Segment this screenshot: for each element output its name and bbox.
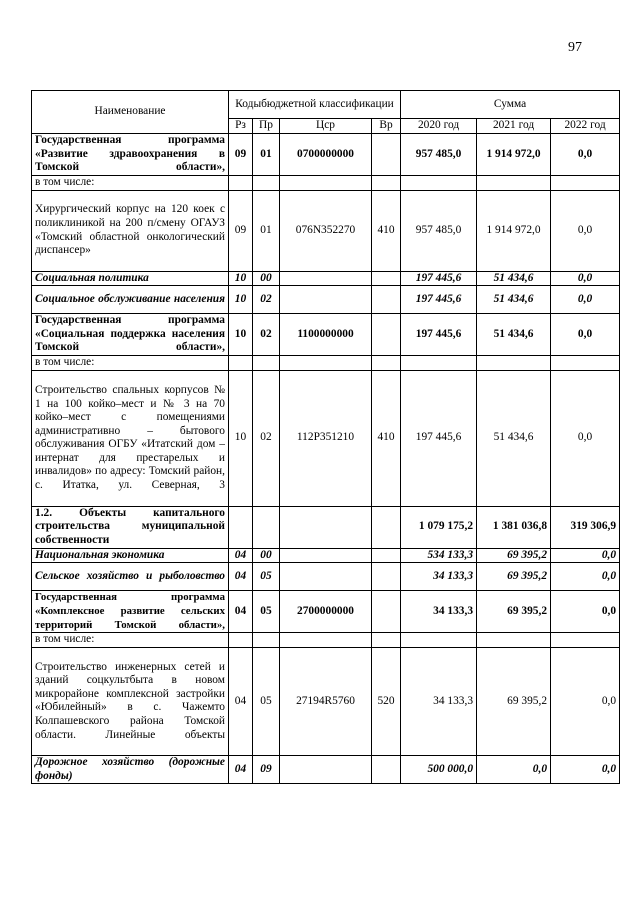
row-2021: 51 434,6 [477, 286, 551, 314]
row-2020: 34 133,3 [401, 647, 477, 755]
row-2021: 69 395,2 [477, 647, 551, 755]
row-2022: 0,0 [551, 314, 620, 356]
row-name: Социальное обслуживание населения [32, 286, 229, 314]
row-2020: 197 445,6 [401, 286, 477, 314]
row-rz: 09 [229, 190, 253, 271]
row-rz: 04 [229, 548, 253, 563]
row-rz: 04 [229, 755, 253, 783]
table-row [32, 190, 620, 271]
row-2022: 0,0 [551, 190, 620, 271]
row-name: Строительство спальных корпусов № 1 на 100 койко–мест и № 3 на 70 койко–мест с помещениями административно – бытового обслуживания ОГБУ «Итатский дом – интернат для престарелых и инвалидов» по адресу: Томский район, с. Итатка, ул. Северная, 3 [32, 370, 229, 506]
header-rz: Рз [229, 119, 253, 134]
table-row [32, 506, 620, 548]
row-2022: 0,0 [551, 134, 620, 176]
table-row [32, 356, 620, 371]
row-2020: 500 000,0 [401, 755, 477, 783]
header-2021: 2021 год [477, 119, 551, 134]
header-2022: 2022 год [551, 119, 620, 134]
row-2021: 1 381 036,8 [477, 506, 551, 548]
row-pr: 02 [253, 286, 280, 314]
row-2022: 0,0 [551, 370, 620, 506]
row-2022: 0,0 [551, 548, 620, 563]
row-rz: 04 [229, 647, 253, 755]
table-row [32, 286, 620, 314]
row-2022: 0,0 [551, 755, 620, 783]
row-2020: 197 445,6 [401, 271, 477, 286]
row-2021: 51 434,6 [477, 370, 551, 506]
row-2020: 957 485,0 [401, 190, 477, 271]
row-2020: 534 133,3 [401, 548, 477, 563]
row-pr: 05 [253, 563, 280, 591]
row-2020: 197 445,6 [401, 370, 477, 506]
table-row [32, 176, 620, 191]
header-pr: Пр [253, 119, 280, 134]
row-rz: 10 [229, 314, 253, 356]
table-row [32, 591, 620, 633]
table-row [32, 271, 620, 286]
row-2022: 0,0 [551, 591, 620, 633]
row-2020: 34 133,3 [401, 563, 477, 591]
row-2022: 0,0 [551, 271, 620, 286]
row-csr: 2700000000 [280, 591, 372, 633]
row-name: Социальная политика [32, 271, 229, 286]
header-name: Наименование [32, 91, 229, 134]
table-row [32, 755, 620, 783]
page-number: 97 [568, 40, 582, 55]
row-name: в том числе: [32, 356, 229, 371]
row-name: Государственная программа «Развитие здравоохранения в Томской области», [32, 134, 229, 176]
table-row [32, 548, 620, 563]
row-rz: 10 [229, 286, 253, 314]
row-2020: 957 485,0 [401, 134, 477, 176]
row-rz: 10 [229, 271, 253, 286]
row-vr: 520 [372, 647, 401, 755]
header-csr: Цср [280, 119, 372, 134]
row-pr: 02 [253, 314, 280, 356]
row-2022: 0,0 [551, 563, 620, 591]
row-name: Сельское хозяйство и рыболовство [32, 563, 229, 591]
row-rz: 10 [229, 370, 253, 506]
row-2021: 51 434,6 [477, 314, 551, 356]
row-name: Дорожное хозяйство (дорожные фонды) [32, 755, 229, 783]
row-2022: 0,0 [551, 647, 620, 755]
row-name: в том числе: [32, 176, 229, 191]
row-csr: 1100000000 [280, 314, 372, 356]
row-2020: 197 445,6 [401, 314, 477, 356]
row-rz: 04 [229, 563, 253, 591]
row-2021: 51 434,6 [477, 271, 551, 286]
table-row [32, 647, 620, 755]
row-2021: 69 395,2 [477, 563, 551, 591]
row-2021: 1 914 972,0 [477, 134, 551, 176]
table-row [32, 370, 620, 506]
row-pr: 05 [253, 647, 280, 755]
row-pr: 09 [253, 755, 280, 783]
row-2022: 0,0 [551, 286, 620, 314]
header-2020: 2020 год [401, 119, 477, 134]
row-rz: 09 [229, 134, 253, 176]
header-sum: Сумма [401, 91, 620, 119]
row-2021: 0,0 [477, 755, 551, 783]
row-pr: 00 [253, 271, 280, 286]
row-csr: 0700000000 [280, 134, 372, 176]
table-row [32, 134, 620, 176]
row-rz: 04 [229, 591, 253, 633]
row-vr [372, 134, 401, 176]
row-csr: 27194R5760 [280, 647, 372, 755]
row-pr: 01 [253, 190, 280, 271]
row-name: 1.2. Объекты капитального строительства муниципальной собственности [32, 506, 229, 548]
header-vr: Вр [372, 119, 401, 134]
row-vr: 410 [372, 370, 401, 506]
row-2021: 1 914 972,0 [477, 190, 551, 271]
budget-table [31, 90, 620, 784]
row-name: Государственная программа «Социальная поддержка населения Томской области», [32, 314, 229, 356]
table-row [32, 314, 620, 356]
row-name: в том числе: [32, 633, 229, 648]
row-2022: 319 306,9 [551, 506, 620, 548]
row-pr: 05 [253, 591, 280, 633]
table-row [32, 633, 620, 648]
table-row [32, 563, 620, 591]
row-2020: 1 079 175,2 [401, 506, 477, 548]
header-codes: Кодыбюджетной классификации [229, 91, 401, 119]
row-name: Строительство инженерных сетей и зданий соцкультбыта в новом микрорайоне комплексной застройки «Юбилейный» в с. Чажемто Колпашевского района Томской области. Линейные объекты [32, 647, 229, 755]
row-pr: 01 [253, 134, 280, 176]
row-name: Хирургический корпус на 120 коек с поликлиникой на 200 п/смену ОГАУЗ «Томский областной онкологический диспансер» [32, 190, 229, 271]
row-name: Государственная программа «Комплексное развитие сельских территорий Томской области», [32, 591, 229, 633]
row-2021: 69 395,2 [477, 591, 551, 633]
row-csr: 112P351210 [280, 370, 372, 506]
row-pr: 02 [253, 370, 280, 506]
row-pr: 00 [253, 548, 280, 563]
row-2020: 34 133,3 [401, 591, 477, 633]
row-2021: 69 395,2 [477, 548, 551, 563]
row-csr: 076N352270 [280, 190, 372, 271]
row-vr: 410 [372, 190, 401, 271]
header-row-1 [32, 91, 620, 119]
row-name: Национальная экономика [32, 548, 229, 563]
